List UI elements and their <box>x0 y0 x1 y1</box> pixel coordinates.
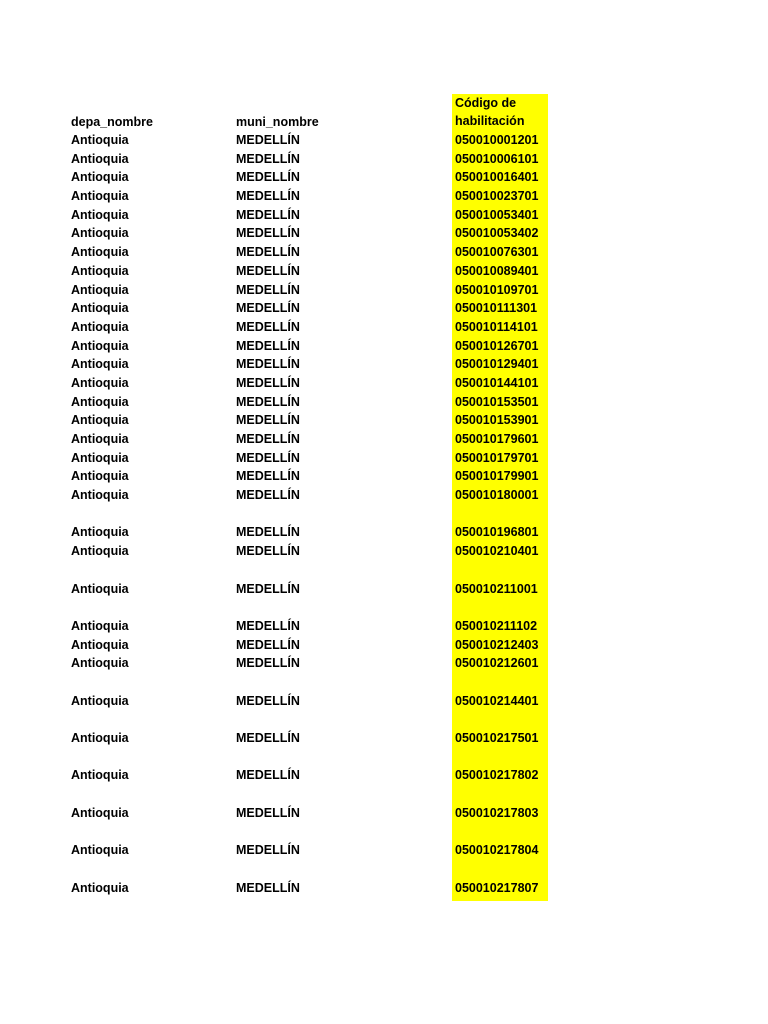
table-row <box>0 598 768 635</box>
cell-codigo-habilitacion: 050010212403 <box>455 637 539 652</box>
cell-codigo-habilitacion: 050010217807 <box>455 880 539 895</box>
cell-codigo-habilitacion: 050010217803 <box>455 805 539 820</box>
cell-codigo-habilitacion: 050010089401 <box>455 263 539 278</box>
cell-depa-nombre: Antioquia <box>71 133 129 147</box>
cell-codigo-habilitacion: 050010126701 <box>455 338 539 353</box>
cell-codigo-habilitacion: 050010111301 <box>455 301 538 316</box>
cell-muni-nombre: MEDELLÍN <box>236 245 300 260</box>
table-row <box>0 224 768 243</box>
cell-codigo-habilitacion: 050010053402 <box>455 226 539 241</box>
table-row <box>0 542 768 561</box>
cell-codigo-habilitacion: 050010214401 <box>455 693 539 708</box>
table-row <box>0 411 768 430</box>
table-row <box>0 673 768 710</box>
cell-muni-nombre: MEDELLÍN <box>236 357 300 372</box>
cell-depa-nombre: Antioquia <box>71 245 129 260</box>
cell-depa-nombre: Antioquia <box>71 226 129 241</box>
cell-codigo-habilitacion: 050010023701 <box>455 189 539 204</box>
cell-codigo-habilitacion: 050010180001 <box>455 488 539 503</box>
cell-depa-nombre: Antioquia <box>71 768 129 783</box>
cell-depa-nombre: Antioquia <box>71 413 129 428</box>
cell-codigo-habilitacion: 050010179701 <box>455 450 539 465</box>
cell-depa-nombre: Antioquia <box>71 693 129 708</box>
table-row <box>0 823 768 860</box>
table-row <box>0 374 768 393</box>
table-row <box>0 710 768 747</box>
cell-muni-nombre: MEDELLÍN <box>236 731 300 746</box>
cell-muni-nombre: MEDELLÍN <box>236 301 300 316</box>
cell-muni-nombre: MEDELLÍN <box>236 151 300 166</box>
table-row <box>0 467 768 486</box>
cell-muni-nombre: MEDELLÍN <box>236 693 300 708</box>
table-row <box>0 150 768 169</box>
cell-codigo-habilitacion: 050010211001 <box>455 581 538 596</box>
cell-codigo-habilitacion: 050010211102 <box>455 618 538 633</box>
cell-depa-nombre: Antioquia <box>71 525 129 540</box>
cell-muni-nombre: MEDELLÍN <box>236 880 300 895</box>
cell-muni-nombre: MEDELLÍN <box>236 207 300 222</box>
cell-codigo-habilitacion: 050010217804 <box>455 843 539 858</box>
cell-codigo-habilitacion: 050010053401 <box>455 207 539 222</box>
table-row <box>0 430 768 449</box>
cell-depa-nombre: Antioquia <box>71 544 129 559</box>
cell-muni-nombre: MEDELLÍN <box>236 375 300 390</box>
cell-muni-nombre: MEDELLÍN <box>236 394 300 409</box>
table-row <box>0 860 768 897</box>
cell-muni-nombre: MEDELLÍN <box>236 618 300 633</box>
cell-muni-nombre: MEDELLÍN <box>236 413 300 428</box>
cell-codigo-habilitacion: 050010114101 <box>455 319 538 334</box>
cell-muni-nombre: MEDELLÍN <box>236 338 300 353</box>
cell-muni-nombre: MEDELLÍN <box>236 525 300 540</box>
cell-codigo-habilitacion: 050010179901 <box>455 469 539 484</box>
header-depa-nombre: depa_nombre <box>71 115 153 129</box>
cell-depa-nombre: Antioquia <box>71 375 129 390</box>
cell-depa-nombre: Antioquia <box>71 637 129 652</box>
cell-depa-nombre: Antioquia <box>71 731 129 746</box>
table-row <box>0 486 768 505</box>
cell-depa-nombre: Antioquia <box>71 656 129 671</box>
cell-muni-nombre: MEDELLÍN <box>236 469 300 484</box>
table-body <box>0 131 768 897</box>
cell-depa-nombre: Antioquia <box>71 207 129 222</box>
cell-codigo-habilitacion: 050010076301 <box>455 245 539 260</box>
table-row <box>0 355 768 374</box>
cell-muni-nombre: MEDELLÍN <box>236 637 300 652</box>
cell-muni-nombre: MEDELLÍN <box>236 544 300 559</box>
cell-codigo-habilitacion: 050010212601 <box>455 656 539 671</box>
header-muni-nombre: muni_nombre <box>236 115 319 129</box>
cell-muni-nombre: MEDELLÍN <box>236 488 300 503</box>
cell-codigo-habilitacion: 050010179601 <box>455 432 539 446</box>
cell-muni-nombre: MEDELLÍN <box>236 805 300 820</box>
table-row <box>0 262 768 281</box>
cell-codigo-habilitacion: 050010217802 <box>455 768 539 783</box>
cell-codigo-habilitacion: 050010153501 <box>455 394 539 409</box>
table-row <box>0 505 768 542</box>
cell-depa-nombre: Antioquia <box>71 450 129 465</box>
cell-depa-nombre: Antioquia <box>71 805 129 820</box>
cell-depa-nombre: Antioquia <box>71 357 129 372</box>
cell-depa-nombre: Antioquia <box>71 469 129 484</box>
cell-codigo-habilitacion: 050010144101 <box>455 375 539 390</box>
cell-codigo-habilitacion: 050010001201 <box>455 133 539 147</box>
cell-muni-nombre: MEDELLÍN <box>236 226 300 241</box>
cell-muni-nombre: MEDELLÍN <box>236 581 300 596</box>
cell-depa-nombre: Antioquia <box>71 319 129 334</box>
cell-muni-nombre: MEDELLÍN <box>236 768 300 783</box>
table-row <box>0 561 768 598</box>
cell-depa-nombre: Antioquia <box>71 880 129 895</box>
cell-muni-nombre: MEDELLÍN <box>236 263 300 278</box>
table-row <box>0 168 768 187</box>
cell-muni-nombre: MEDELLÍN <box>236 170 300 185</box>
table-row <box>0 318 768 337</box>
cell-codigo-habilitacion: 050010210401 <box>455 544 539 559</box>
cell-codigo-habilitacion: 050010196801 <box>455 525 539 540</box>
cell-depa-nombre: Antioquia <box>71 338 129 353</box>
cell-depa-nombre: Antioquia <box>71 581 129 596</box>
table-row <box>0 187 768 206</box>
cell-muni-nombre: MEDELLÍN <box>236 432 300 446</box>
table-row <box>0 785 768 822</box>
table-row <box>0 206 768 225</box>
table-row <box>0 337 768 356</box>
cell-codigo-habilitacion: 050010006101 <box>455 151 539 166</box>
cell-codigo-habilitacion: 050010016401 <box>455 170 539 185</box>
cell-muni-nombre: MEDELLÍN <box>236 450 300 465</box>
cell-depa-nombre: Antioquia <box>71 151 129 166</box>
table-row <box>0 243 768 262</box>
cell-depa-nombre: Antioquia <box>71 263 129 278</box>
cell-muni-nombre: MEDELLÍN <box>236 319 300 334</box>
cell-depa-nombre: Antioquia <box>71 189 129 204</box>
header-codigo-habilitacion: Código de habilitación <box>455 96 525 128</box>
cell-muni-nombre: MEDELLÍN <box>236 133 300 147</box>
table-row <box>0 281 768 300</box>
cell-depa-nombre: Antioquia <box>71 618 129 633</box>
cell-codigo-habilitacion: 050010109701 <box>455 282 539 297</box>
cell-depa-nombre: Antioquia <box>71 432 129 446</box>
cell-muni-nombre: MEDELLÍN <box>236 843 300 858</box>
table-row <box>0 299 768 318</box>
table-row <box>0 393 768 412</box>
cell-muni-nombre: MEDELLÍN <box>236 282 300 297</box>
cell-codigo-habilitacion: 050010129401 <box>455 357 539 372</box>
cell-muni-nombre: MEDELLÍN <box>236 189 300 204</box>
table-header-row <box>0 93 768 131</box>
table-row <box>0 131 768 150</box>
table-row <box>0 748 768 785</box>
cell-depa-nombre: Antioquia <box>71 282 129 297</box>
cell-depa-nombre: Antioquia <box>71 170 129 185</box>
cell-muni-nombre: MEDELLÍN <box>236 656 300 671</box>
table-row <box>0 636 768 655</box>
cell-codigo-habilitacion: 050010217501 <box>455 731 539 746</box>
cell-codigo-habilitacion: 050010153901 <box>455 413 539 428</box>
cell-depa-nombre: Antioquia <box>71 394 129 409</box>
table-row <box>0 654 768 673</box>
cell-depa-nombre: Antioquia <box>71 843 129 858</box>
cell-depa-nombre: Antioquia <box>71 301 129 316</box>
table-row <box>0 449 768 468</box>
cell-depa-nombre: Antioquia <box>71 488 129 503</box>
